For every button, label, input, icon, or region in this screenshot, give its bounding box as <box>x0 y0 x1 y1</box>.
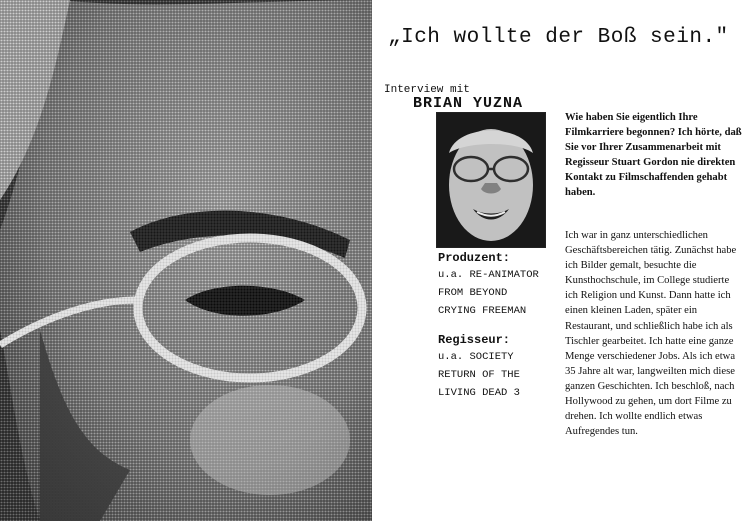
producer-film: CRYING FREEMAN <box>438 305 527 317</box>
portrait-photo <box>436 112 546 248</box>
director-label: Regisseur: <box>438 333 511 347</box>
portrait-graphic <box>437 113 545 247</box>
film-credits <box>438 250 556 402</box>
answer-text: Ich war in ganz unterschiedlichen Geschäftsbereichen tätig. Zunächst habe ich Bilder gemalt, besuchte die Kunsthochschule, im College studierte ich Religion und Kunst. Dann hatte ich einen kleinen Laden, später ein Restaurant, und schließlich habe ich als Tischler gearbeitet. Ich hatte eine ganze Menge verschiedener Jobs. Als ich etwa 35 Jahre alt war, langweilten mich diese ganzen Geschichten. Ich beschloß, nach Hollywood zu gehen, um dort Filme zu drehen. Ich wollte endlich etwas Aufregendes tun. <box>565 230 737 438</box>
director-film: u.a. SOCIETY <box>438 351 514 363</box>
question-text: Wie haben Sie eigentlich Ihre Filmkarriere begonnen? Ich hörte, daß Sie vor Ihrer Zusammenarbeit mit Regisseur Stuart Gordon nie direkten Kontakt zu Filmschaffenden gehabt haben. <box>565 112 742 198</box>
producer-film: FROM BEYOND <box>438 287 508 299</box>
halftone-face-photo <box>0 0 372 521</box>
face-photo-graphic <box>0 0 372 521</box>
interviewee-name: BRIAN YUZNA <box>413 95 524 112</box>
interview-kicker: Interview mit <box>384 84 470 96</box>
interview-question <box>565 110 743 200</box>
director-film: RETURN OF THE <box>438 369 520 381</box>
director-film: LIVING DEAD 3 <box>438 387 520 399</box>
producer-film: u.a. RE-ANIMATOR <box>438 269 539 281</box>
credits-spacer <box>438 320 556 332</box>
interview-answer <box>565 228 743 439</box>
producer-label: Produzent: <box>438 251 511 265</box>
article-title: „Ich wollte der Boß sein." <box>388 26 729 49</box>
